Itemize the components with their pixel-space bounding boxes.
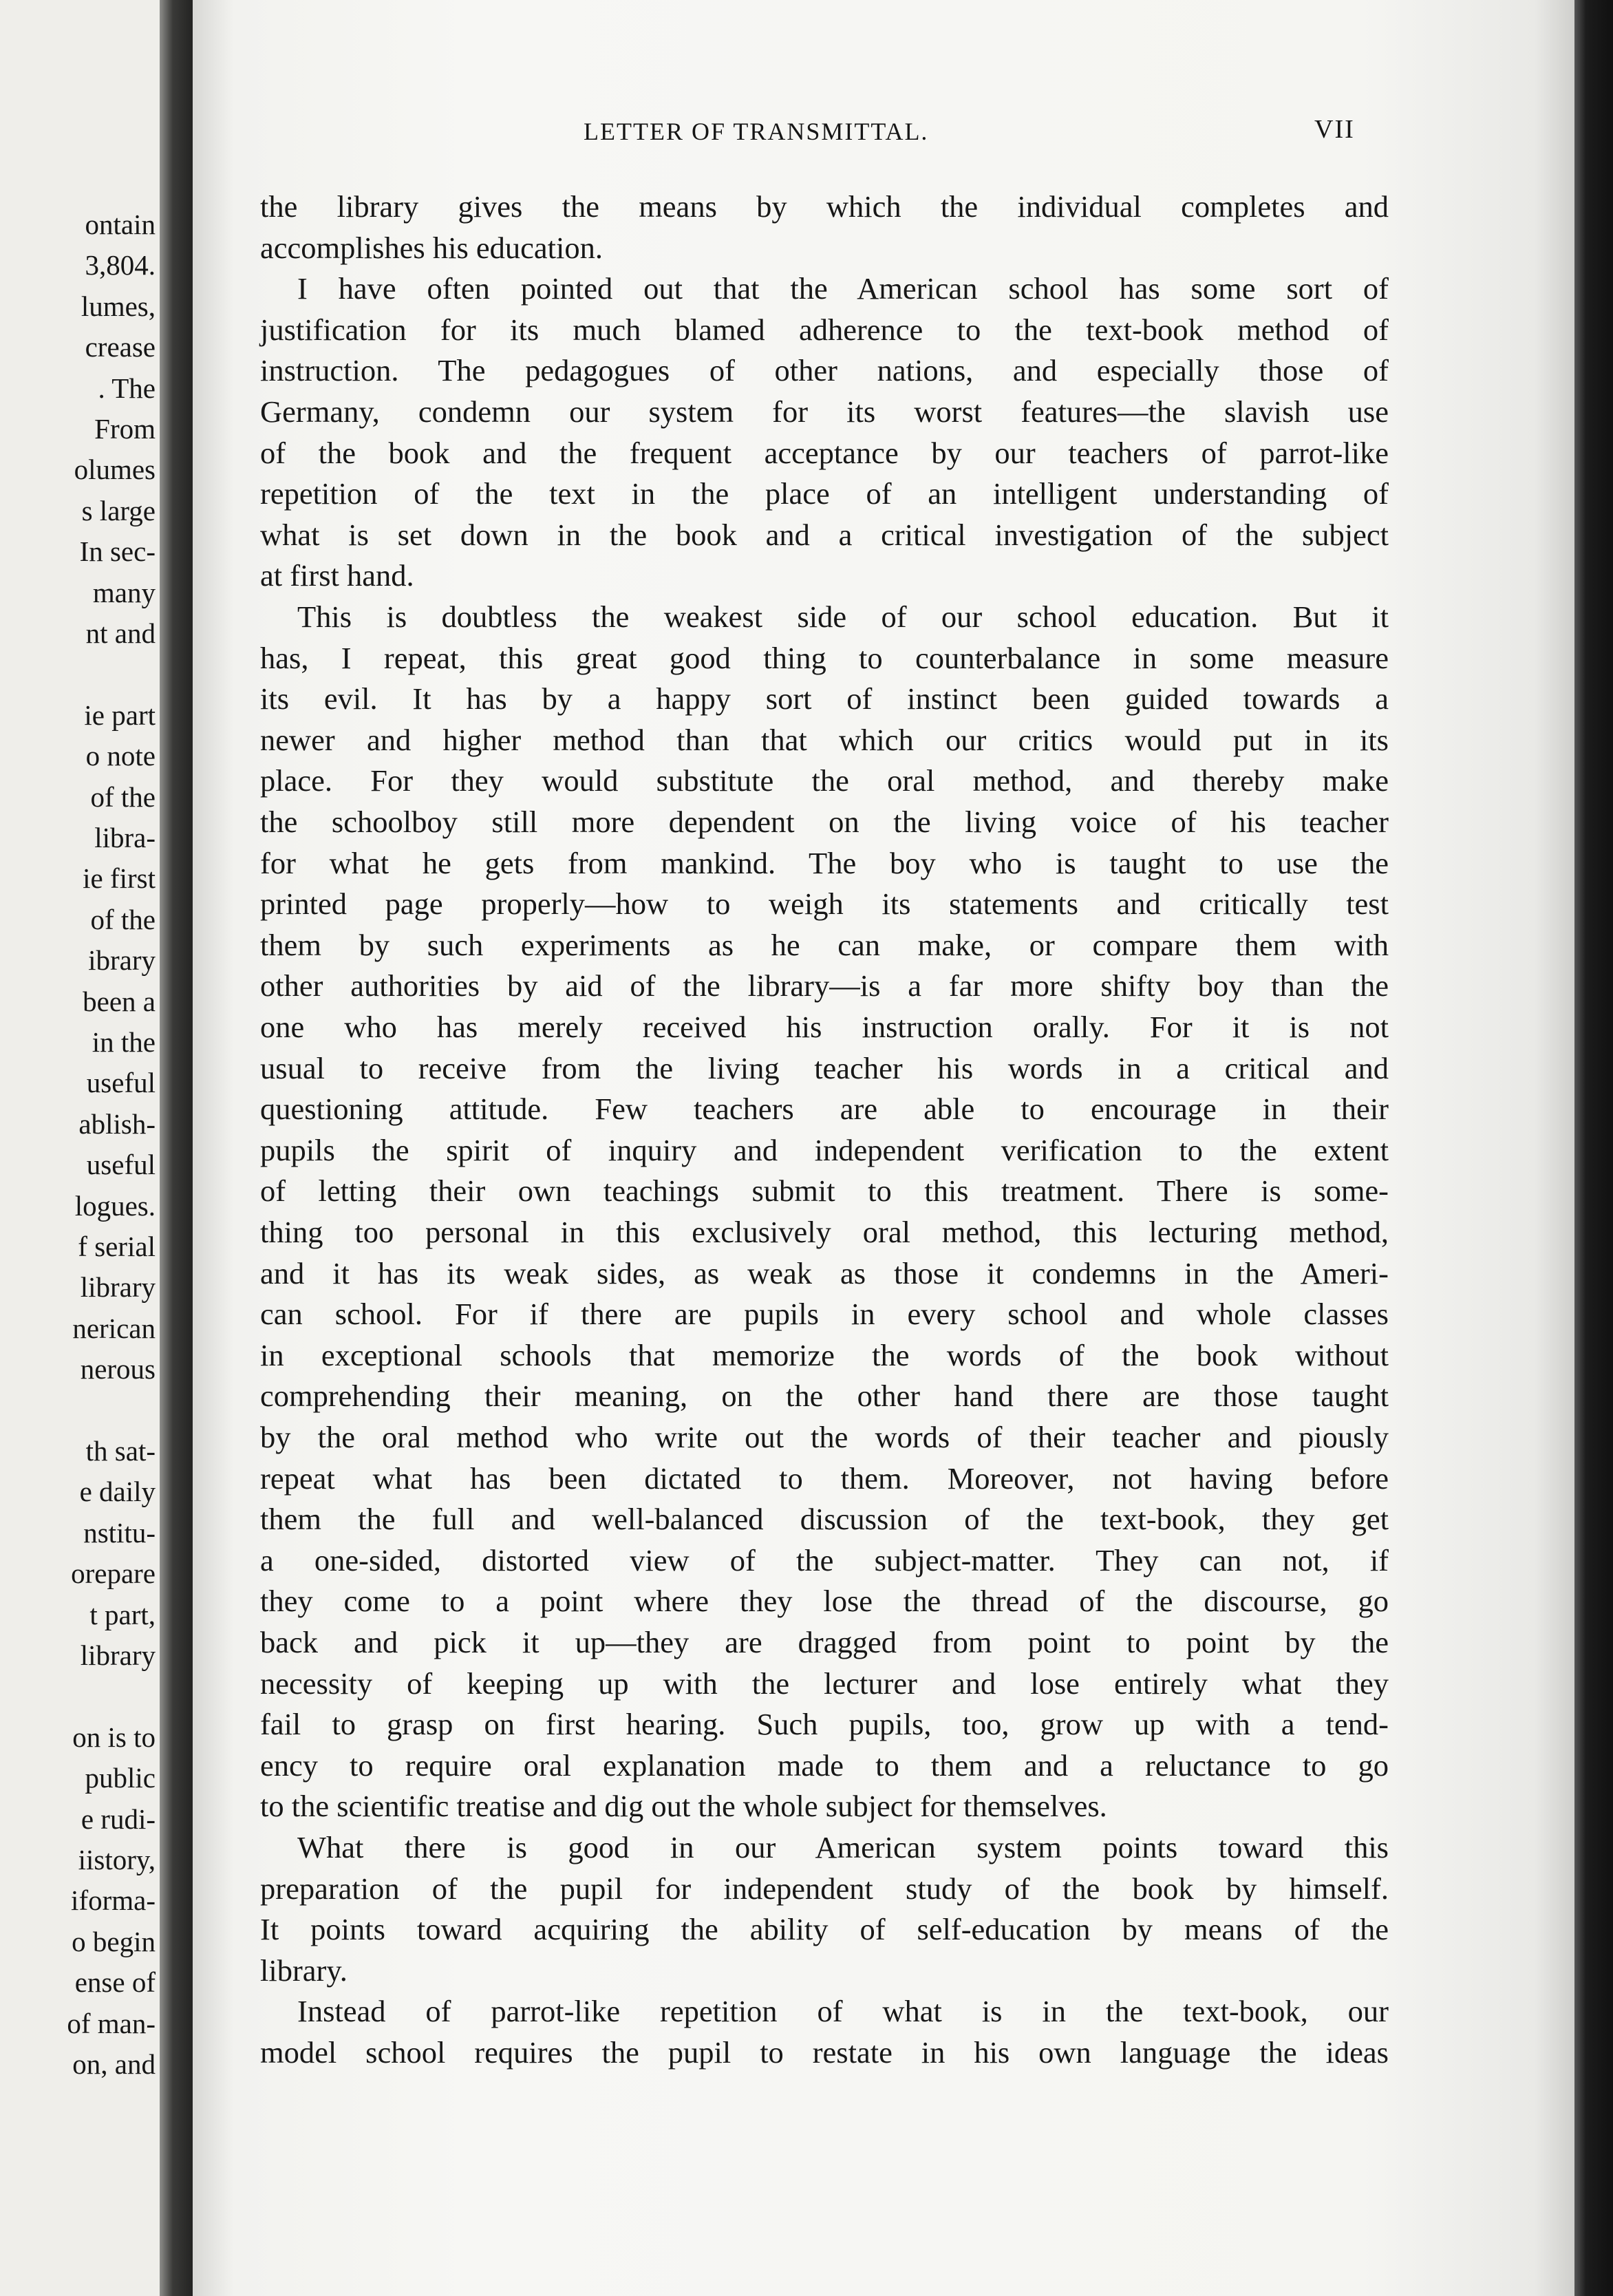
facing-page-line: lumes, <box>81 290 156 322</box>
facing-page-line: iforma- <box>71 1884 156 1917</box>
text-line: one who has merely received his instruction orally. For it is not <box>260 1010 1389 1044</box>
text-line: justification for its much blamed adherence to the text-book method of <box>260 312 1389 347</box>
facing-page-line: iistory, <box>78 1844 156 1875</box>
text-line: what is set down in the book and a critical investigation of the subject <box>260 517 1389 552</box>
text-line: thing too personal in this exclusively oral method, this lecturing method, <box>260 1215 1389 1249</box>
facing-page-line: nt and <box>85 617 156 649</box>
facing-page-line: library <box>80 1639 156 1671</box>
facing-page-line: library <box>80 1271 156 1304</box>
facing-page-line: olumes <box>74 454 156 486</box>
facing-page-line: public <box>85 1762 156 1794</box>
facing-page-fragment <box>0 0 160 2296</box>
text-line: repeat what has been dictated to them. Moreover, not having before <box>260 1460 1389 1496</box>
text-line: a one-sided, distorted view of the subject-matter. They can not, if <box>260 1542 1389 1577</box>
text-line: This is doubtless the weakest side of our school education. But it <box>297 599 1389 634</box>
text-line: instruction. The pedagogues of other nations, and especially those of <box>260 353 1389 388</box>
facing-page-line: f serial <box>78 1231 156 1262</box>
text-line: in exceptional schools that memorize the words of the book without <box>260 1337 1389 1372</box>
facing-page-line: logues. <box>74 1189 156 1222</box>
facing-page-line: e rudi- <box>81 1803 156 1835</box>
text-line: newer and higher method than that which our critics would put in its <box>260 722 1389 757</box>
facing-page-line: 3,804. <box>85 249 156 281</box>
text-line: library. <box>260 1953 348 1988</box>
text-line: the library gives the means by which the individual completes and <box>260 189 1389 224</box>
text-line: It points toward acquiring the ability of self-education by means of the <box>260 1912 1389 1947</box>
text-line: place. For they would substitute the oral method, and thereby make <box>260 763 1389 798</box>
facing-page-line: ontain <box>85 209 156 240</box>
text-line: preparation of the pupil for independent study of the book by himself. <box>260 1871 1389 1906</box>
facing-page-line: orepare <box>71 1558 156 1590</box>
text-line: What there is good in our American system points toward this <box>297 1830 1389 1864</box>
text-line: can school. For if there are pupils in every school and whole classes <box>260 1297 1389 1332</box>
page-edge-shadow <box>1574 0 1613 2296</box>
facing-page-line: ablish- <box>78 1107 156 1140</box>
facing-page-line: been a <box>83 985 156 1017</box>
text-line: of the book and the frequent acceptance by our teachers of parrot-like <box>260 435 1389 470</box>
text-line: has, I repeat, this great good thing to counterbalance in some measure <box>260 640 1389 675</box>
text-line: back and pick it up—they are dragged from point to point by the <box>260 1625 1389 1659</box>
text-line: them the full and well-balanced discussion of the text-book, they get <box>260 1502 1389 1537</box>
facing-page-line: on is to <box>72 1721 156 1753</box>
text-line: other authorities by aid of the library—is a far more shifty boy than the <box>260 968 1389 1003</box>
text-line: accomplishes his education. <box>260 230 603 265</box>
text-line: for what he gets from mankind. The boy who is taught to use the <box>260 845 1389 880</box>
text-line: model school requires the pupil to restate in his own language the ideas <box>260 2035 1389 2070</box>
facing-page-line: libra- <box>94 822 156 853</box>
facing-page-line: s large <box>81 494 156 527</box>
book-gutter <box>160 0 193 2296</box>
text-line: its evil. It has by a happy sort of instinct been guided towards a <box>260 681 1389 716</box>
text-line: them by such experiments as he can make, or compare them with <box>260 927 1389 962</box>
text-line: and it has its weak sides, as weak as those it condemns in the Ameri- <box>260 1255 1389 1290</box>
text-line: usual to receive from the living teacher his words in a critical and <box>260 1050 1389 1085</box>
facing-page-line: o note <box>85 740 156 772</box>
facing-page-line: many <box>92 576 156 608</box>
facing-page-line: e daily <box>79 1476 156 1508</box>
facing-page-line: In sec- <box>79 535 156 568</box>
facing-page-line: of the <box>90 780 156 813</box>
facing-page-line: ie first <box>83 862 156 895</box>
facing-page-line: o begin <box>72 1925 156 1957</box>
facing-page-line: th sat- <box>85 1435 156 1467</box>
facing-page-line: crease <box>85 331 156 363</box>
facing-page-line: ibrary <box>88 944 156 977</box>
facing-page-line: of man- <box>67 2007 156 2039</box>
running-header: LETTER OF TRANSMITTAL. <box>584 118 929 145</box>
text-line: of letting their own teachings submit to this treatment. There is some- <box>260 1173 1389 1209</box>
facing-page-line: nerican <box>72 1312 156 1344</box>
facing-page-line: ie part <box>84 699 156 731</box>
text-line: pupils the spirit of inquiry and independent verification to the extent <box>260 1132 1389 1167</box>
text-line: repetition of the text in the place of an intelligent understanding of <box>260 476 1389 511</box>
text-line: at first hand. <box>260 558 414 593</box>
facing-page-line: ense of <box>74 1966 156 1999</box>
text-line: comprehending their meaning, on the other hand there are those taught <box>260 1379 1389 1414</box>
facing-page-line: in the <box>92 1026 156 1058</box>
text-line: fail to grasp on first hearing. Such pupils, too, grow up with a tend- <box>260 1707 1389 1742</box>
text-line: to the scientific treatise and dig out the whole subject for themselves. <box>260 1789 1107 1824</box>
facing-page-line: useful <box>86 1067 156 1099</box>
text-line: by the oral method who write out the words of their teacher and piously <box>260 1420 1389 1454</box>
text-line: they come to a point where they lose the thread of the discourse, go <box>260 1584 1389 1619</box>
facing-page-line: t part, <box>89 1598 156 1630</box>
facing-page-line: of the <box>90 903 156 935</box>
facing-page-line: . The <box>98 372 156 404</box>
text-line: Instead of parrot-like repetition of what is in the text-book, our <box>297 1994 1389 2029</box>
facing-page-line: nerous <box>80 1353 156 1385</box>
page-number: VII <box>1314 115 1355 144</box>
facing-page-line: on, and <box>72 2048 156 2080</box>
text-line: printed page properly—how to weigh its statements and critically test <box>260 886 1389 922</box>
text-line: Germany, condemn our system for its worst features—the slavish use <box>260 394 1389 429</box>
facing-page-line: useful <box>86 1149 156 1181</box>
facing-page-line: nstitu- <box>83 1516 156 1549</box>
text-line: the schoolboy still more dependent on the living voice of his teacher <box>260 805 1389 839</box>
facing-page-line: From <box>94 413 156 445</box>
text-line: I have often pointed out that the American school has some sort of <box>297 271 1389 306</box>
text-line: questioning attitude. Few teachers are able to encourage in their <box>260 1092 1389 1127</box>
text-line: ency to require oral explanation made to them and a reluctance to go <box>260 1747 1389 1783</box>
text-line: necessity of keeping up with the lecturer and lose entirely what they <box>260 1666 1389 1701</box>
